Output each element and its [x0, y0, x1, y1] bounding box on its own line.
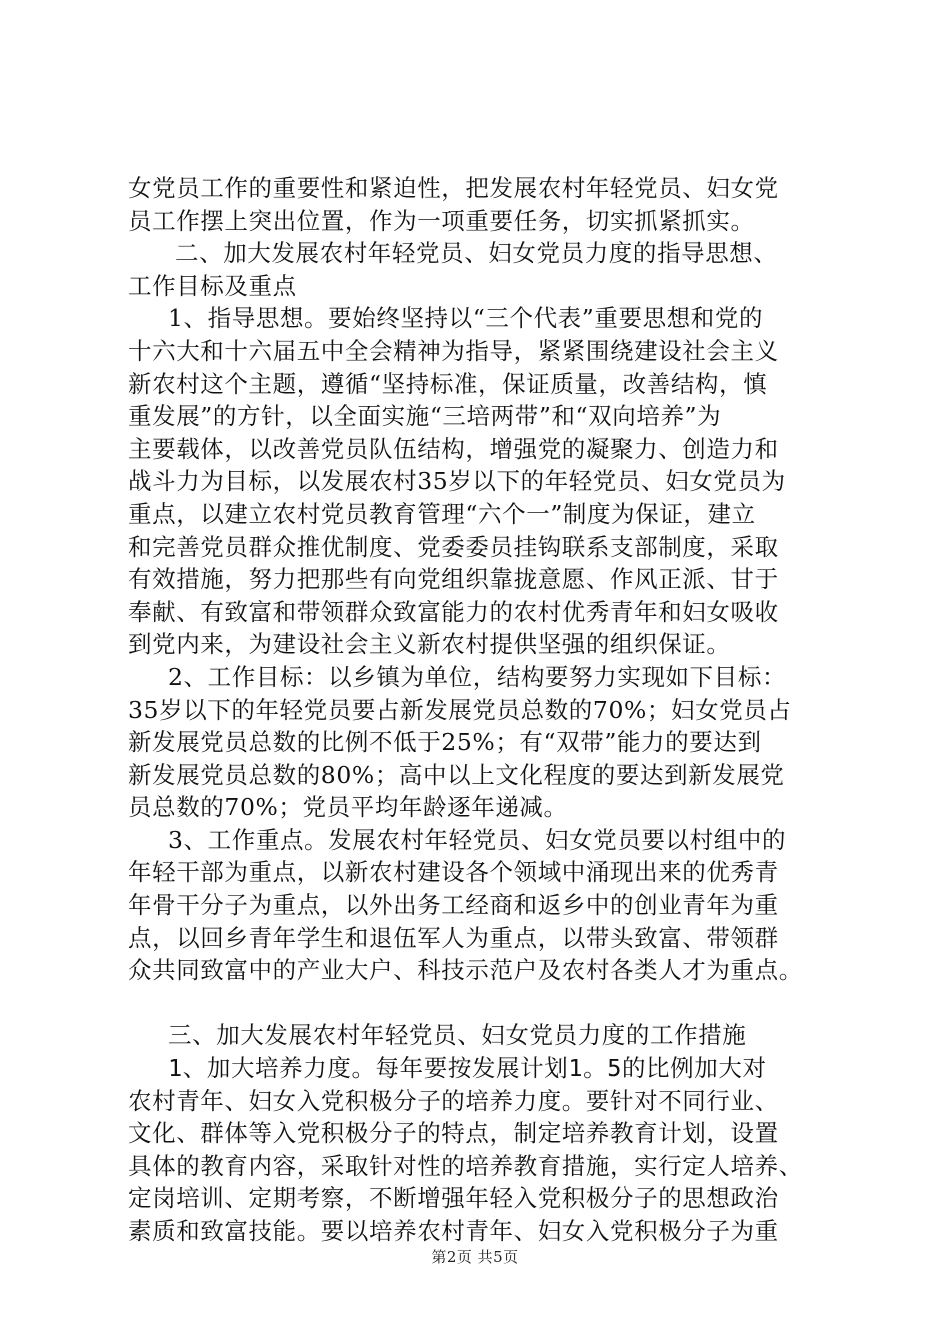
text-line: 具体的教育内容，采取针对性的培养教育措施，实行定人培养、: [128, 1151, 803, 1180]
text-line: 众共同致富中的产业大户、科技示范户及农村各类人才为重点。: [128, 956, 803, 985]
text-line: 员工作摆上突出位置，作为一项重要任务，切实抓紧抓实。: [128, 206, 755, 235]
text-line: 点，以回乡青年学生和退伍军人为重点，以带头致富、带领群: [128, 923, 779, 952]
section-heading-2: 二、加大发展农村年轻党员、妇女党员力度的指导思想、: [175, 239, 778, 268]
text-line: 年骨干分子为重点，以外出务工经商和返乡中的创业青年为重: [128, 891, 779, 920]
text-line: 有效措施，努力把那些有向党组织靠拢意愿、作风正派、甘于: [128, 565, 779, 594]
page-number-footer: 第2页 共5页: [431, 1248, 519, 1266]
text-line: 新发展党员总数的80%；高中以上文化程度的要达到新发展党: [128, 760, 785, 789]
text-line: 新农村这个主题，遵循“坚持标准，保证质量，改善结构，慎: [128, 369, 768, 398]
text-line: 十六大和十六届五中全会精神为指导，紧紧围绕建设社会主义: [128, 336, 779, 365]
section-heading-2-cont: 工作目标及重点: [128, 271, 297, 300]
paragraph-work-goals: 2、工作目标：以乡镇为单位，结构要努力实现如下目标：: [168, 662, 787, 691]
text-line: 员总数的70%；党员平均年龄逐年递减。: [128, 793, 568, 822]
text-line: 年轻干部为重点，以新农村建设各个领域中涌现出来的优秀青: [128, 858, 779, 887]
text-line: 新发展党员总数的比例不低于25%；有“双带”能力的要达到: [128, 728, 762, 757]
text-line: 主要载体，以改善党员队伍结构，增强党的凝聚力、创造力和: [128, 434, 779, 463]
text-line: 和完善党员群众推优制度、党委委员挂钩联系支部制度，采取: [128, 532, 779, 561]
text-line: 素质和致富技能。要以培养农村青年、妇女入党积极分子为重: [128, 1217, 779, 1245]
paragraph-guiding-thought: 1、指导思想。要始终坚持以“三个代表”重要思想和党的: [168, 304, 764, 333]
text-line: 到党内来，为建设社会主义新农村提供坚强的组织保证。: [128, 630, 731, 659]
text-line: 农村青年、妇女入党积极分子的培养力度。要针对不同行业、: [128, 1086, 779, 1115]
text-line: 重点，以建立农村党员教育管理“六个一”制度为保证，建立: [128, 499, 756, 528]
document-body: [128, 172, 838, 1248]
text-line: 35岁以下的年轻党员要占新发展党员总数的70%；妇女党员占: [128, 695, 792, 724]
text-line: 重发展”的方针，以全面实施“三培两带”和“双向培养”为: [128, 402, 722, 431]
paragraph-training: 1、加大培养力度。每年要按发展计划1。5的比例加大对: [168, 1054, 767, 1083]
paragraph-work-focus: 3、工作重点。发展农村年轻党员、妇女党员要以村组中的: [168, 825, 787, 854]
text-line: 奉献、有致富和带领群众致富能力的农村优秀青年和妇女吸收: [128, 597, 779, 626]
text-line: 女党员工作的重要性和紧迫性，把发展农村年轻党员、妇女党: [128, 174, 779, 202]
text-line: 定岗培训、定期考察，不断增强年轻入党积极分子的思想政治: [128, 1184, 779, 1213]
blank-line: [128, 987, 838, 1020]
text-line: 文化、群体等入党积极分子的特点，制定培养教育计划，设置: [128, 1119, 779, 1148]
section-heading-3: 三、加大发展农村年轻党员、妇女党员力度的工作措施: [168, 1021, 747, 1050]
text-line: 战斗力为目标，以发展农村35岁以下的年轻党员、妇女党员为: [128, 467, 786, 496]
